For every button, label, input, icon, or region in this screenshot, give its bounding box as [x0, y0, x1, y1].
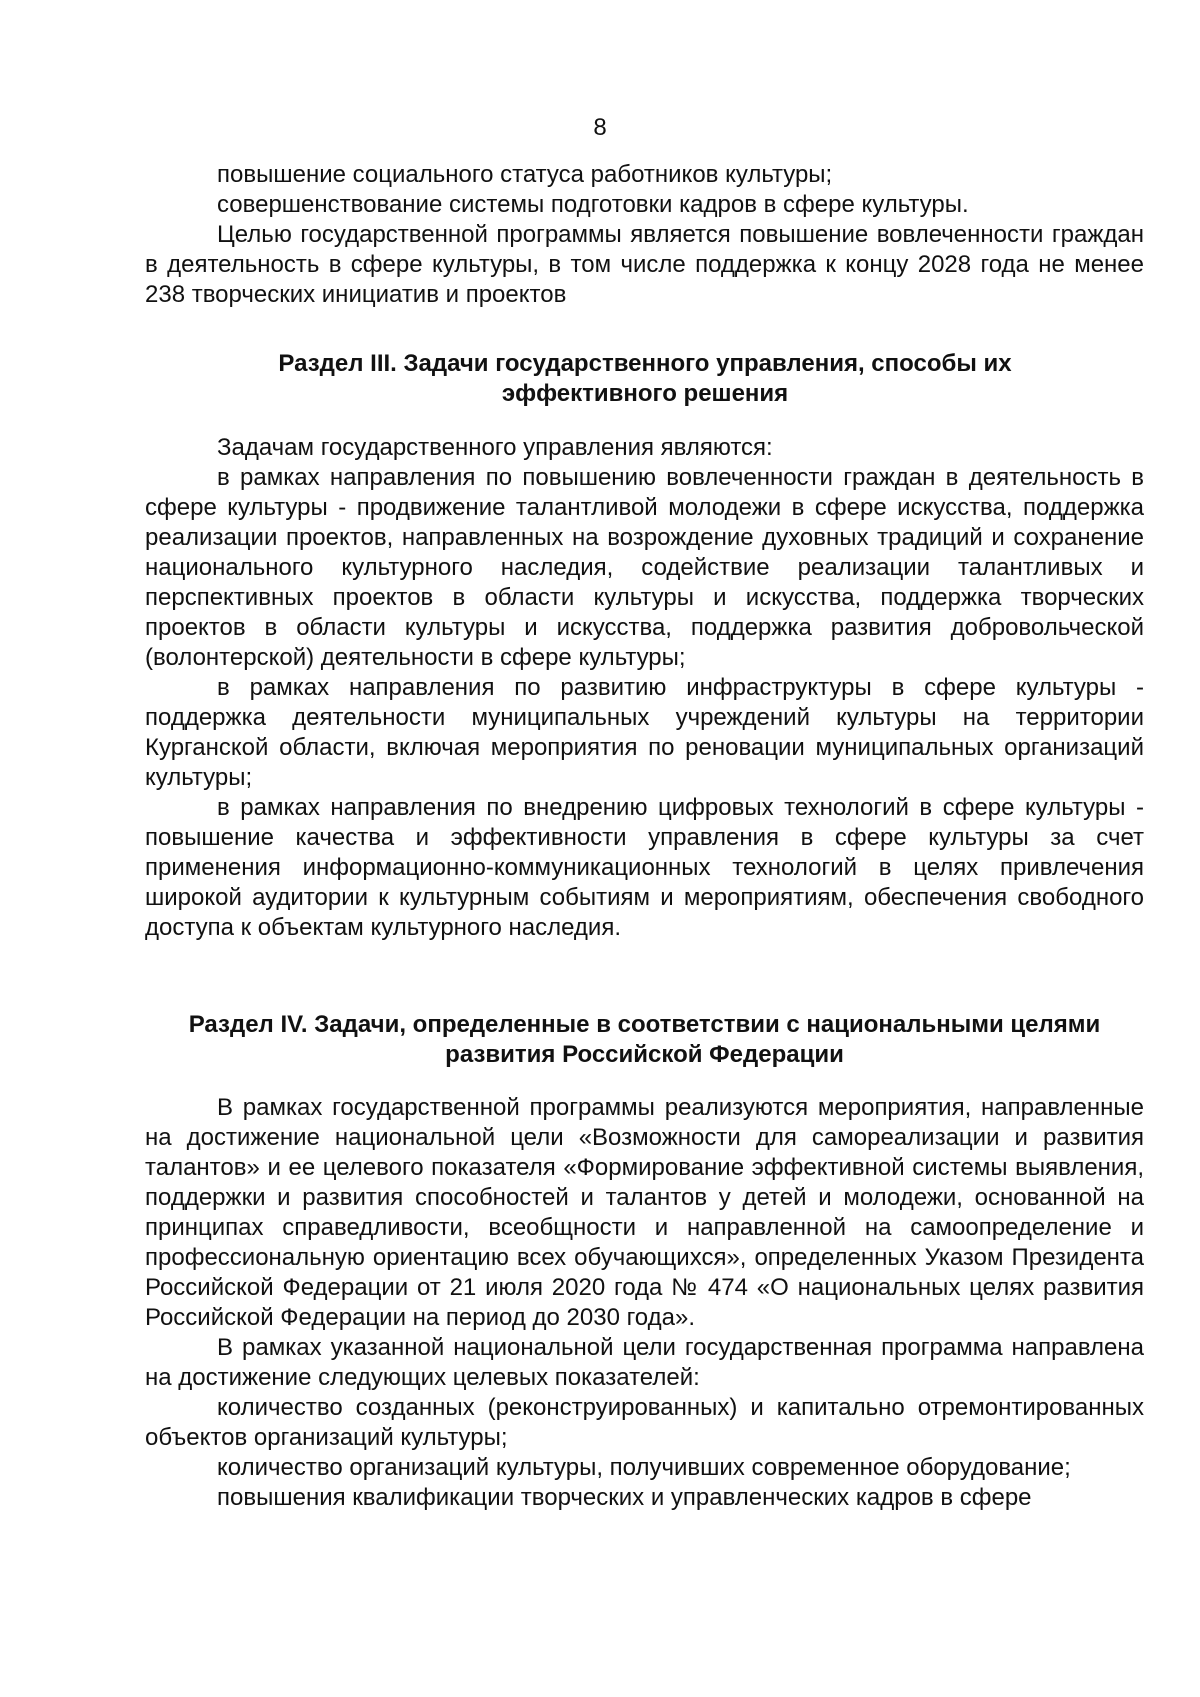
- section-4-heading-block: [145, 1010, 1144, 1070]
- section-4-paragraph: В рамках указанной национальной цели государственная программа направлена на достижение следующих целевых показателей:: [145, 1334, 1144, 1391]
- section-4-body: [145, 1093, 1144, 1513]
- section-4-paragraph: В рамках государственной программы реализуются мероприятия, направленные на достижение национальной цели «Возможности для самореализации и развития талантов» и ее целевого показателя «Формирование эффективной системы выявления, поддержки и развития способностей и талантов у детей и молодежи, основанной на принципах справедливости, всеобщности и направленной на самоопределение и профессиональную ориентацию всех обучающихся», определенных Указом Президента Российской Федерации от 21 июля 2020 года № 474 «О национальных целях развития Российской Федерации на период до 2030 года».: [145, 1094, 1144, 1331]
- section-4-title: Раздел IV. Задачи, определенные в соответствии с национальными целями развития Российской Федерации: [188, 1011, 1101, 1068]
- section-3-paragraph: Задачам государственного управления являются:: [217, 434, 773, 461]
- section-3-title: Раздел III. Задачи государственного управления, способы их эффективного решения: [278, 350, 1012, 407]
- intro-paragraph: совершенствование системы подготовки кадров в сфере культуры.: [217, 191, 969, 218]
- section-3-paragraph: в рамках направления по развитию инфраструктуры в сфере культуры - поддержка деятельности муниципальных учреждений культуры на территории Курганской области, включая мероприятия по реновации муниципальных организаций культуры;: [145, 674, 1144, 791]
- intro-paragraph: Целью государственной программы является повышение вовлеченности граждан в деятельность в сфере культуры, в том числе поддержка к концу 2028 года не менее 238 творческих инициатив и проектов: [145, 221, 1144, 308]
- section-3-body: [145, 433, 1144, 943]
- section-4-paragraph: количество созданных (реконструированных) и капитально отремонтированных объектов организаций культуры;: [145, 1394, 1144, 1451]
- section-3-paragraph: в рамках направления по внедрению цифровых технологий в сфере культуры - повышение качества и эффективности управления в сфере культуры за счет применения информационно-коммуникационных технологий в целях привлечения широкой аудитории к культурным событиям и мероприятиям, обеспечения свободного доступа к объектам культурного наследия.: [145, 794, 1144, 941]
- section-3-paragraph: в рамках направления по повышению вовлеченности граждан в деятельность в сфере культуры - продвижение талантливой молодежи в сфере искусства, поддержка реализации проектов, направленных на возрождение духовных традиций и сохранение национального культурного наследия, содействие реализации талантливых и перспективных проектов в области культуры и искусства, поддержка творческих проектов в области культуры и искусства, поддержка развития добровольческой (волонтерской) деятельности в сфере культуры;: [145, 464, 1144, 671]
- intro-paragraph: повышение социального статуса работников культуры;: [217, 161, 833, 188]
- page-number: 8: [593, 114, 607, 141]
- intro-block: [145, 160, 1144, 310]
- section-3-heading-block: [245, 349, 1045, 409]
- section-4-paragraph: повышения квалификации творческих и управленческих кадров в сфере: [217, 1484, 1032, 1511]
- section-4-paragraph: количество организаций культуры, получивших современное оборудование;: [217, 1454, 1071, 1481]
